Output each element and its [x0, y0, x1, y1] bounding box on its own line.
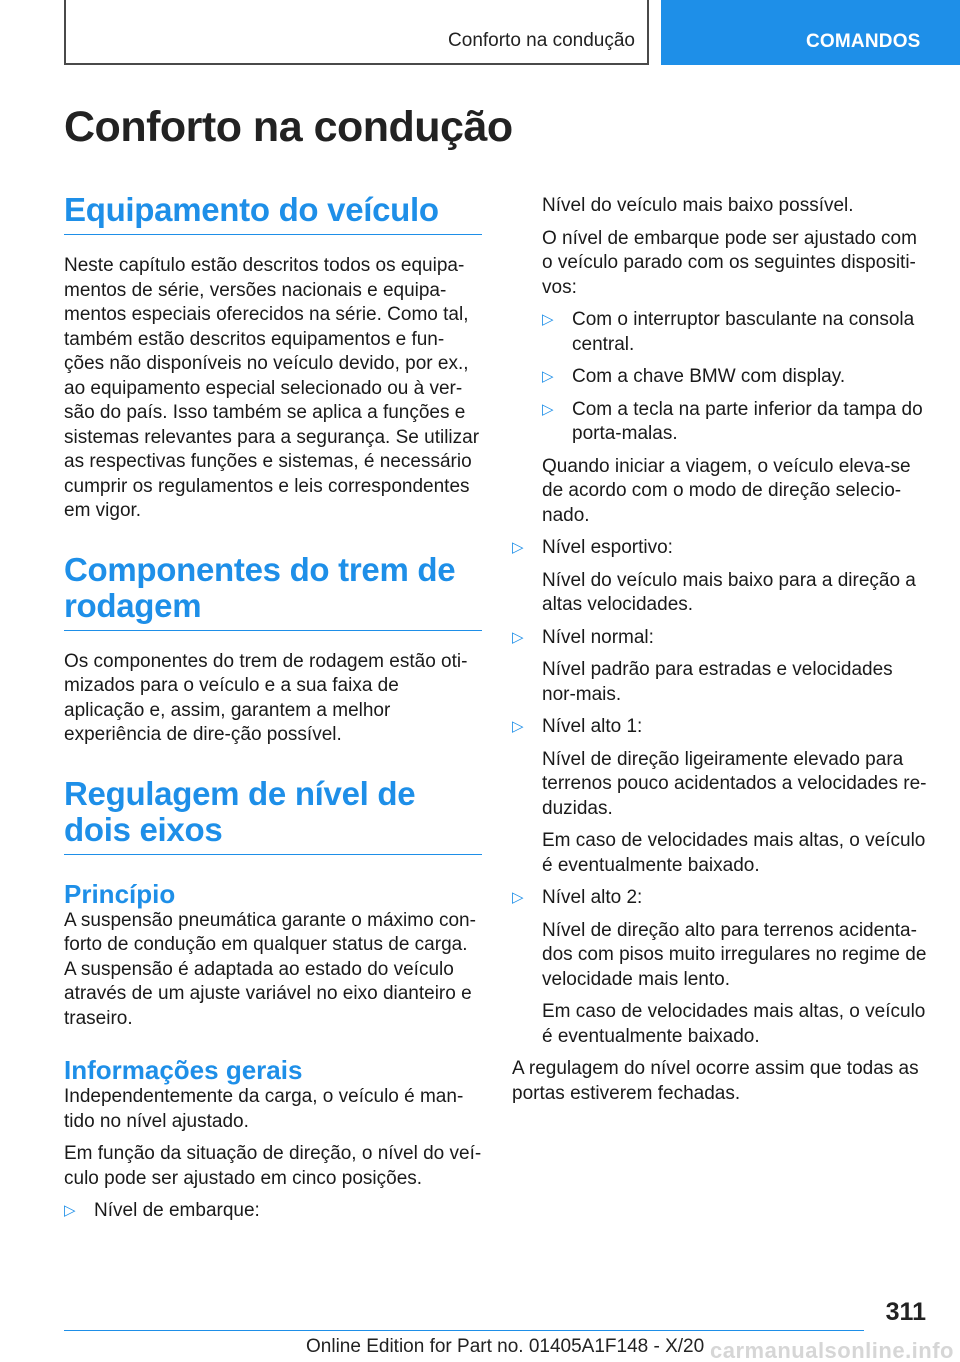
paragraph: Os componentes do trem de rodagem estão oti-mizados para o veículo e a sua faixa de aplicação e, assim, garantem a melhor experiência de dire-ção possível. — [64, 650, 468, 745]
paragraph: Nível do veículo mais baixo possível. — [542, 195, 854, 216]
list-item: ▷ Nível alto 1: — [512, 715, 928, 740]
paragraph: A regulagem do nível ocorre assim que todas as portas estiverem fechadas. — [512, 1058, 919, 1104]
paragraph: Nível de direção alto para terrenos acidenta-dos com pisos muito irregulares no regime de velocidade mais lento. — [542, 919, 927, 990]
header-box — [64, 0, 649, 65]
section-heading-vehicle-equipment: Equipamento do veículo — [64, 192, 482, 235]
bullet-triangle-icon: ▷ — [64, 1202, 76, 1219]
paragraph: Nível de direção ligeiramente elevado para terrenos pouco acidentados a velocidades re-duzidas. — [542, 748, 927, 819]
bullet-triangle-icon: ▷ — [512, 889, 524, 906]
list-item: ▷ Nível de embarque: — [64, 1199, 482, 1224]
subheading-general-information: Informações gerais — [64, 1055, 303, 1085]
paragraph: O nível de embarque pode ser ajustado com o veículo parado com os seguintes dispositi-vos: — [542, 227, 917, 298]
subheading-principle: Princípio — [64, 878, 176, 909]
list-item: ▷ Nível esportivo: — [512, 536, 928, 561]
right-column — [512, 194, 928, 1106]
header-section-title: Conforto na condução — [448, 30, 635, 51]
footer-divider — [64, 1330, 864, 1331]
page-number: 311 — [885, 1298, 926, 1326]
list-item: ▷ Nível normal: — [512, 626, 928, 651]
paragraph: Em caso de velocidades mais altas, o veículo é eventualmente baixado. — [542, 830, 926, 876]
paragraph: Em função da situação de direção, o nível do veí-culo pode ser ajustado em cinco posições. — [64, 1143, 482, 1189]
page-title: Conforto na condução — [64, 103, 513, 151]
paragraph: Independentemente da carga, o veículo é man-tido no nível ajustado. — [64, 1086, 464, 1132]
bullet-triangle-icon: ▷ — [512, 718, 524, 735]
paragraph: A suspensão pneumática garante o máximo con-forto de condução em qualquer status de carga. A suspensão é adaptada ao estado do veículo através de um ajuste variável no eixo dianteiro e traseiro. — [64, 909, 476, 1029]
paragraph: Nível padrão para estradas e velocidades nor-mais. — [542, 659, 893, 705]
bullet-triangle-icon: ▷ — [542, 400, 554, 418]
bullet-triangle-icon: ▷ — [512, 539, 524, 556]
sub-list — [512, 308, 928, 447]
bullet-triangle-icon: ▷ — [542, 368, 554, 385]
header-chapter-tab[interactable]: COMANDOS — [661, 0, 960, 65]
section-heading-chassis-components: Componentes do trem de rodagem — [64, 552, 482, 631]
paragraph: Em caso de velocidades mais altas, o veículo é eventualmente baixado. — [542, 1001, 926, 1047]
section-heading-two-axle-level-control: Regulagem de nível de dois eixos — [64, 776, 482, 855]
left-column — [64, 192, 482, 1224]
bullet-triangle-icon: ▷ — [512, 628, 524, 646]
list-item: ▷ Com a tecla na parte inferior da tampa do porta-malas. — [542, 398, 923, 444]
bullet-triangle-icon: ▷ — [542, 311, 554, 328]
watermark: carmanualsonline.info — [710, 1338, 954, 1362]
paragraph: Quando iniciar a viagem, o veículo eleva-se de acordo com o modo de direção selecio-nado. — [542, 455, 911, 526]
footer-edition-text: Online Edition for Part no. 01405A1F148 - X/20 — [306, 1336, 705, 1357]
list-item: ▷ Com o interruptor basculante na consola central. — [542, 309, 915, 355]
paragraph: Neste capítulo estão descritos todos os equipa-mentos de série, versões nacionais e equipa-mentos especiais oferecidos na série. Como tal, também estão descritos equipamentos e fun-ções não disponíveis no veículo devido, por ex., ao equipamento especial selecionado ou à ver-são do país. Isso também se aplica a funções e sistemas relevantes para a segurança. Se utilizar as respectivas funções e sistemas, é necessário cumprir os regulamentos e leis correspondentes em vigor. — [64, 255, 480, 521]
list-item: ▷ Com a chave BMW com display. — [542, 365, 928, 390]
paragraph: Nível do veículo mais baixo para a direção a altas velocidades. — [542, 569, 916, 615]
list-item: ▷ Nível alto 2: — [512, 886, 928, 911]
